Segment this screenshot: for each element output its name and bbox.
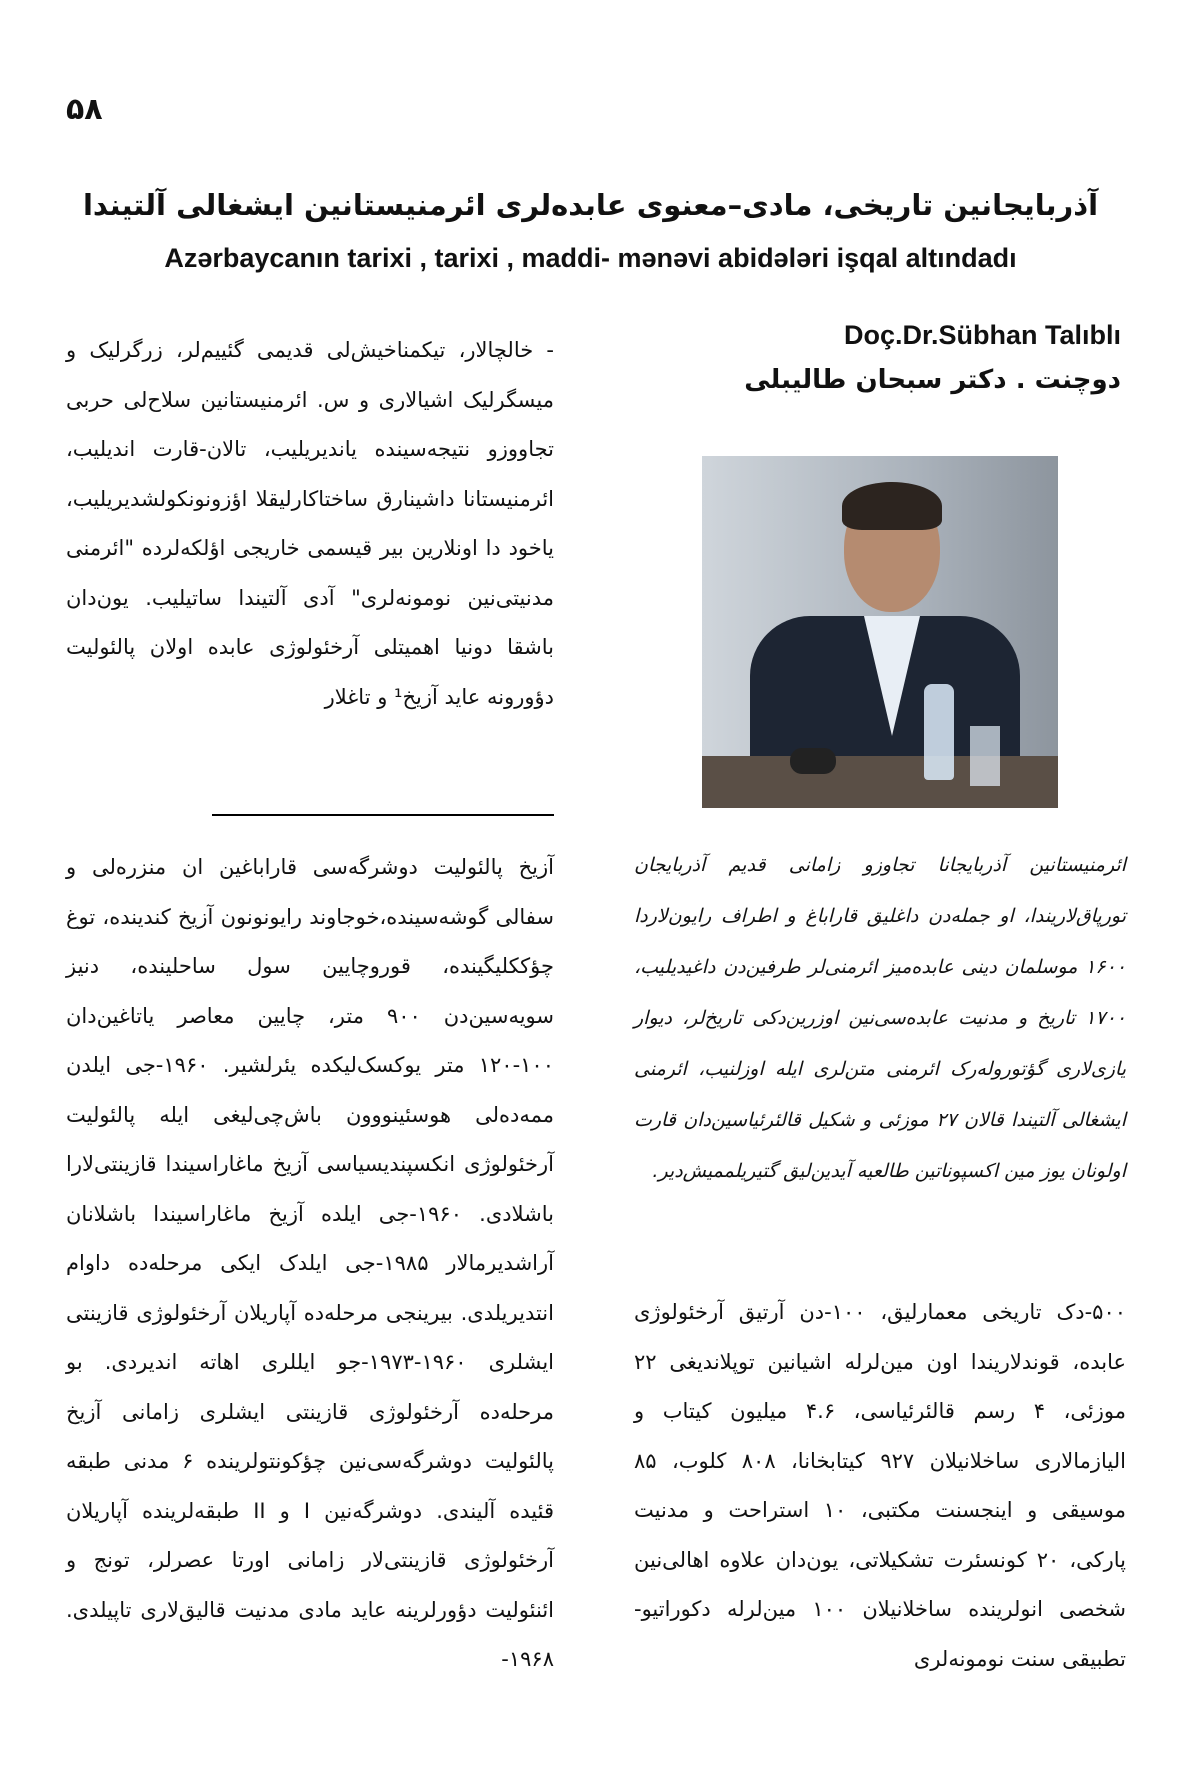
microphone-icon — [790, 748, 836, 774]
paragraph: آزیخ پالئولیت دوشرگه‌سی قاراباغین ان منزره‌لی و سفالی گوشه‌سینده،خوجاوند رایونونون آزیخ کندینده، توغ چؤککلیگینده، قوروچایین سول ساحلینده، دنیز سویه‌سین‌دن ۹۰۰ متر، چایین معاصر یاتاغین‌دان ۱۰۰-۱۲۰ متر یوکسک‌لیکده یئرلشیر. ۱۹۶۰-جی ایلدن ممه‌ده‌لی هوسئینووون باش‌چی‌لیغی ایله پالئولیت آرخئولوژی انکسپندیسیاسی آزیخ ماغاراسیندا قازینتی‌لارا باشلادی. ۱۹۶۰-جی ایلده آزیخ ماغاراسیندا باشلانان آراشدیرمالار ۱۹۸۵-جی ایلدک ایکی مرحله‌ده داوام انتدیریلدی. بیرینجی مرحله‌ده آپاریلان آرخئولوژی قازینتی ایشلری ۱۹۶۰-۱۹۷۳-جو ایللری اهاته اندیردی. بو مرحله‌ده آرخئولوژی قازینتی ایشلری زامانی آزیخ پالئولیت دوشرگه‌سی‌نین چؤکونتولرینده ۶ مدنی طبقه قئیده آلیندی. دوشرگه‌نین I و II طبقه‌لرینده آپاریلان آرخئولوژی قازینتی‌لار زامانی اورتا عصرلر، تونج و ائنئولیت دؤورلرینه عاید مادی مدنیت قالیق‌لاری تاپیلدی. ۱۹۶۸- — [66, 855, 555, 1671]
article-title-latin: Azərbaycanın tarixi , tarixi , maddi- mənəvi abidələri işqal altındadı — [164, 243, 1017, 273]
glass-icon — [970, 726, 1000, 786]
photo-caption — [634, 840, 1126, 1197]
water-bottle-icon — [924, 684, 954, 780]
page-number: ۵۸ — [66, 92, 103, 127]
left-column-top-text — [66, 326, 554, 722]
paragraph: ۵۰۰-دک تاریخی معمارلیق، ۱۰۰-دن آرتیق آرخئولوژی عابده، قوندلاریندا اون مین‌لرله اشیانین توپلاندیغی ۲۲ موزئی، ۴ رسم قالئرئیاسی، ۴.۶ میلیون کیتاب و الیازمالاری ساخلانیلان ۹۲۷ کیتابخانا، ۸۰۸ کلوب، ۸۵ موسیقی و اینجسنت مکتبی، ۱۰ استراحت و مدنیت پارکی، ۲۰ کونسئرت تشکیلاتی، یون‌دان علاوه اهالی‌نین شخصی انولرینده ساخلانیلان ۱۰۰ مین‌لرله دکوراتیو-تطبیقی سنت نومونه‌لری — [634, 1300, 1127, 1671]
photo-table — [702, 756, 1058, 808]
author-photo — [702, 456, 1058, 808]
footnote-separator — [212, 814, 554, 816]
article-title: آذربایجانین تاریخی، مادی–معنوی عابده‌لری ائرمنیستانین ایشغالی آلتیندا — [82, 188, 1099, 222]
left-column-bottom-text — [66, 843, 554, 1685]
author-name-latin: Doç.Dr.Sübhan Talıblı — [843, 320, 1121, 350]
author-name-fa: دوچنت . دکتر سبحان طالیبلی — [744, 365, 1121, 395]
caption-paragraph: ائرمنیستانین آذربایجانا تجاوزو زامانی قدیم آذربایجان تورپاق‌لاریندا، او جمله‌دن داغلیق قاراباغ و اطراف رایون‌لاردا ۱۶۰۰ موسلمان دینی عابده‌میز ائرمنی‌لر طرفین‌دن داغیدیلیب، ۱۷۰۰ تاریخ و مدنیت عابده‌سی‌نین اوزرین‌دکی تاریخ‌لر، دیوار یازی‌لاری گؤتوروله‌رک ائرمنی متن‌لری ایله اوزلنیب، ائرمنی ایشغالی آلتیندا قالان ۲۷ موزئی و شکیل قالئرئیاسین‌دان قارت اولونان یوز مین اکسپوناتین طالعیه آیدین‌لیق گتیریلممیش‌دیر. — [634, 854, 1126, 1182]
author-block — [701, 320, 1121, 395]
photo-hair — [842, 482, 942, 530]
paragraph: - خالچالار، تیکمناخیش‌لی قدیمی گئییم‌لر، زرگرلیک و میسگرلیک اشیالاری و س. ائرمنیستانین سلاح‌لی حربی تجاووزو نتیجه‌سینده یاندیریلیب، تالان-قارت اندیلیب، ائرمنیستانا داشینارق ساختاکارلیقلا اؤزونونکولشدیریلیب، یاخود دا اونلارین بیر قیسمی خاریجی اؤلکه‌لرده "ائرمنی مدنیتی‌نین نومونه‌لری" آدی آلتیندا ساتیلیب. یون‌دان باشقا دونیا اهمیتلی آرخئولوژی عابده اولان پالئولیت دؤورونه عاید آزیخ¹ و تاغلار — [66, 338, 554, 709]
right-column-text — [634, 1288, 1126, 1684]
